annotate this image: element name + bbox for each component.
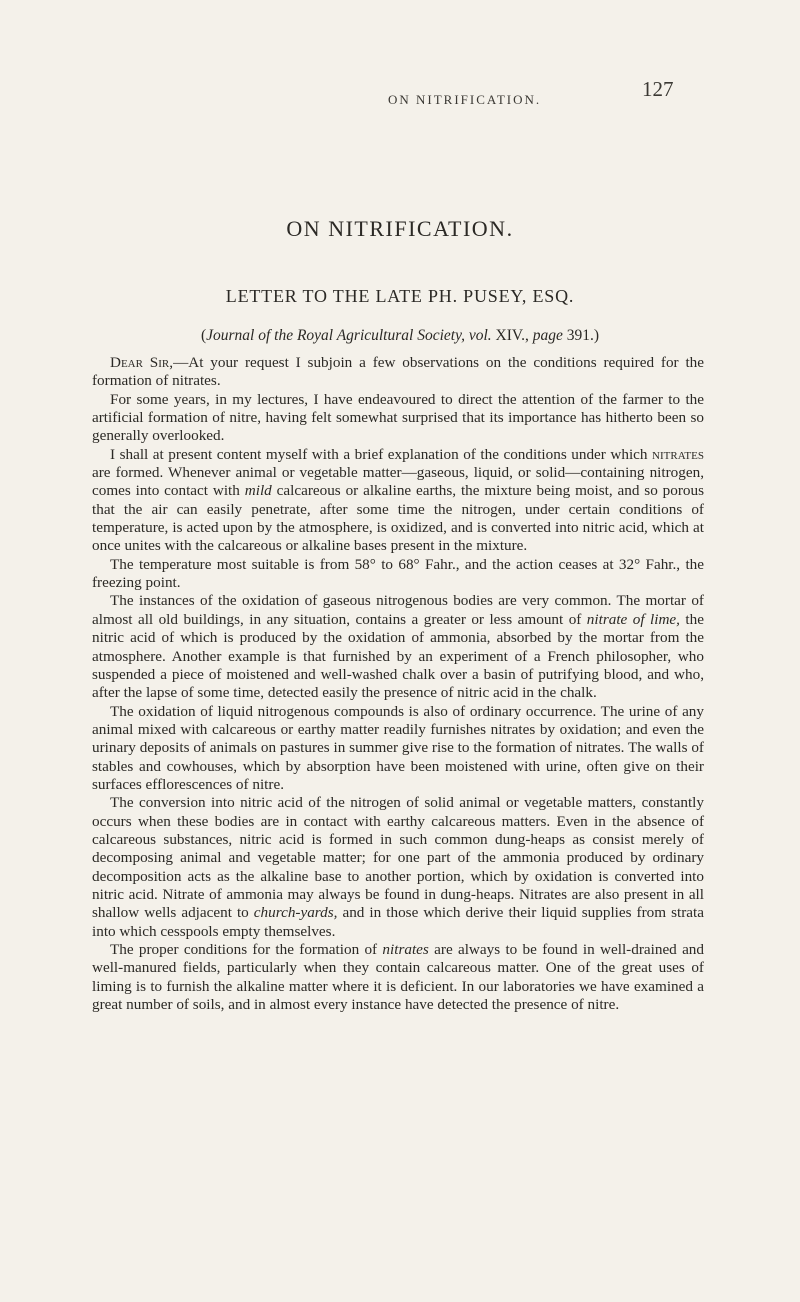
church-yards-term: church-yards, <box>253 904 338 922</box>
paragraph-5-before: The instances of the oxidation of gaseous nitrogenous bodies are very common. The mortar of almost all old buildings, in any situation, contains a greater or less amount of <box>92 592 704 628</box>
page-number: 127 <box>642 77 674 101</box>
paragraph-3-middle: are formed. Whenever animal or vegetable matter—gaseous, liquid, or solid—containing nitrogen, comes into contact with <box>92 464 704 500</box>
paragraph-5 <box>92 592 704 702</box>
citation-open: ( <box>200 327 207 344</box>
paragraph-3-after: calcareous or alkaline earths, the mixture being moist, and so porous that the air can easily penetrate, after some time the nitrogen, under certain conditions of temperature, is acted upon by the atmosphere, is oxidized, and is converted into nitric acid, which at once unites with the calcareous or alkaline bases present in the mixture. <box>92 482 704 555</box>
paragraph-6: The oxidation of liquid nitrogenous compounds is also of ordinary occurrence. The urine of any animal mixed with calcareous or earthy matter readily furnishes nitrates by oxidation; and even the urinary deposits of animals on pastures in summer give rise to the formation of nitrates. The walls of stables and cowhouses, which by absorption have been moistened with urine, often give on their surfaces efflorescences of nitre. <box>92 702 704 793</box>
paragraph-3-before: I shall at present content myself with a brief explanation of the conditions under which <box>110 445 653 463</box>
paragraph-3 <box>92 446 704 556</box>
paragraph-7 <box>92 794 704 941</box>
citation-journal: Journal of the Royal Agricultural Society, vol. <box>206 327 492 344</box>
citation-page: page <box>532 327 563 344</box>
paragraph-7-before: The conversion into nitric acid of the nitrogen of solid animal or vegetable matters, constantly occurs when these bodies are in contact with earthy calcareous matters. Even in the absence of calcareous substances, nitric acid is formed in such common dung-heaps as consist merely of decomposing animal and vegetable matter; for one part of the ammonia produced by ordinary decomposition acts as the alkaline base to another portion, which by oxidation is converted into nitric acid. Nitrate of ammonia may always be found in dung-heaps. Nitrates are also present in all shallow wells adjacent to <box>92 794 704 922</box>
paragraph-7-after: and in those which derive their liquid supplies from strata into which cesspools empty themselves. <box>92 904 704 940</box>
running-head: ON NITRIFICATION. <box>388 92 542 107</box>
citation-volume: XIV., <box>491 327 533 344</box>
article-title: ON NITRIFICATION. <box>286 216 514 241</box>
letter-body <box>92 354 704 1014</box>
salutation: Dear Sir, <box>110 354 174 371</box>
paragraph-8 <box>92 941 704 1014</box>
paragraph-4: The temperature most suitable is from 58° to 68° Fahr., and the action ceases at 32° Fahr., the freezing point. <box>92 555 704 592</box>
nitrates-term: nitrates <box>652 445 704 463</box>
mild-term: mild <box>244 482 272 500</box>
paragraph-2: For some years, in my lectures, I have endeavoured to direct the attention of the farmer to the artificial formation of nitre, having felt somewhat surprised that its importance has hitherto been so generally overlooked. <box>92 390 704 445</box>
nitrate-of-lime-term: nitrate of lime, <box>586 610 680 628</box>
paragraph-8-after: are always to be found in well-drained and well-manured fields, particularly when they contain calcareous matter. One of the great uses of liming is to furnish the alkaline matter where it is deficient. In our laboratories we have examined a great number of soils, and in almost every instance have detected the presence of nitre. <box>92 941 704 1014</box>
article-subtitle: LETTER TO THE LATE PH. PUSEY, ESQ. <box>225 286 575 306</box>
nitrates-italic-term: nitrates <box>382 941 429 958</box>
citation-page-number: 391.) <box>562 327 600 344</box>
paragraph-1 <box>92 354 704 391</box>
paragraph-8-before: The proper conditions for the formation of <box>110 941 383 958</box>
paragraph-5-after: the nitric acid of which is produced by the oxidation of ammonia, absorbed by the mortar from the atmosphere. Another example is that furnished by an experiment of a French philosopher, who suspended a piece of moistened and well-washed chalk over a basin of putrifying blood, and who, after the lapse of some time, detected easily the presence of nitric acid in the chalk. <box>92 610 704 702</box>
source-citation <box>0 327 800 345</box>
paragraph-1-text: —At your request I subjoin a few observations on the conditions required for the formation of nitrates. <box>92 354 704 390</box>
